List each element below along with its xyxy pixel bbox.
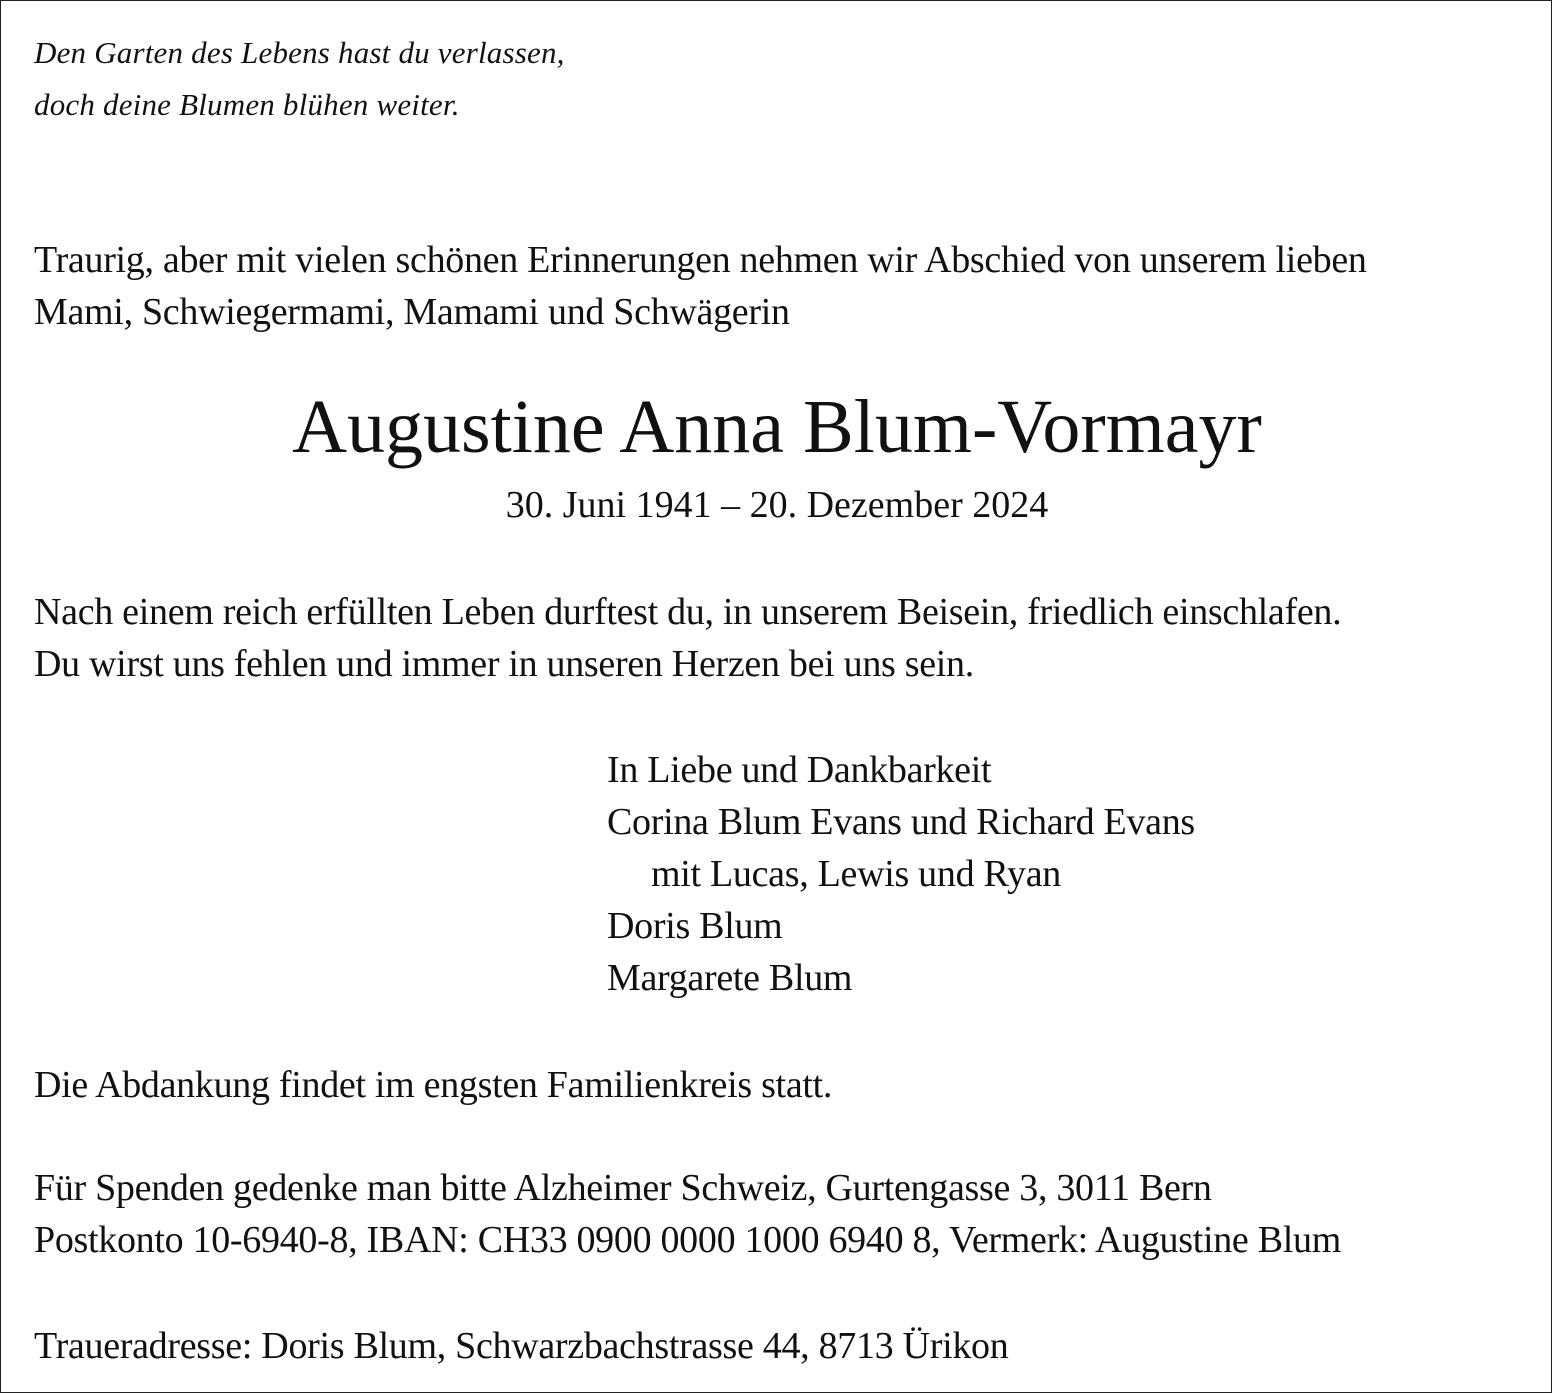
ceremony-notice: Die Abdankung findet im engsten Familienkreis statt. bbox=[34, 1064, 833, 1106]
donation-line-2: Postkonto 10-6940-8, IBAN: CH33 0900 0000 1000 6940 8, Vermerk: Augustine Blum bbox=[34, 1219, 1341, 1261]
mourning-address: Traueradresse: Doris Blum, Schwarzbachstrasse 44, 8713 Ürikon bbox=[34, 1325, 1009, 1367]
mourner-line: Doris Blum bbox=[607, 905, 783, 947]
message-line-1: Nach einem reich erfüllten Leben durftest du, in unserem Beisein, friedlich einschlafen. bbox=[34, 591, 1342, 633]
life-dates: 30. Juni 1941 – 20. Dezember 2024 bbox=[505, 484, 1049, 526]
signature-closing: In Liebe und Dankbarkeit bbox=[607, 749, 992, 791]
mourner-line: Margarete Blum bbox=[607, 957, 853, 999]
mourner-line: Corina Blum Evans und Richard Evans bbox=[607, 801, 1195, 843]
intro-line-2: Mami, Schwiegermami, Mamami und Schwägerin bbox=[34, 291, 790, 333]
donation-line-1: Für Spenden gedenke man bitte Alzheimer Schweiz, Gurtengasse 3, 3011 Bern bbox=[34, 1167, 1212, 1209]
message-line-2: Du wirst uns fehlen und immer in unseren Herzen bei uns sein. bbox=[34, 643, 974, 685]
motto-line-1: Den Garten des Lebens hast du verlassen, bbox=[34, 35, 565, 70]
motto-line-2: doch deine Blumen blühen weiter. bbox=[34, 87, 460, 122]
mourner-line: mit Lucas, Lewis und Ryan bbox=[651, 853, 1061, 895]
intro-line-1: Traurig, aber mit vielen schönen Erinnerungen nehmen wir Abschied von unserem lieben bbox=[34, 239, 1367, 281]
deceased-name: Augustine Anna Blum-Vormayr bbox=[292, 385, 1262, 469]
